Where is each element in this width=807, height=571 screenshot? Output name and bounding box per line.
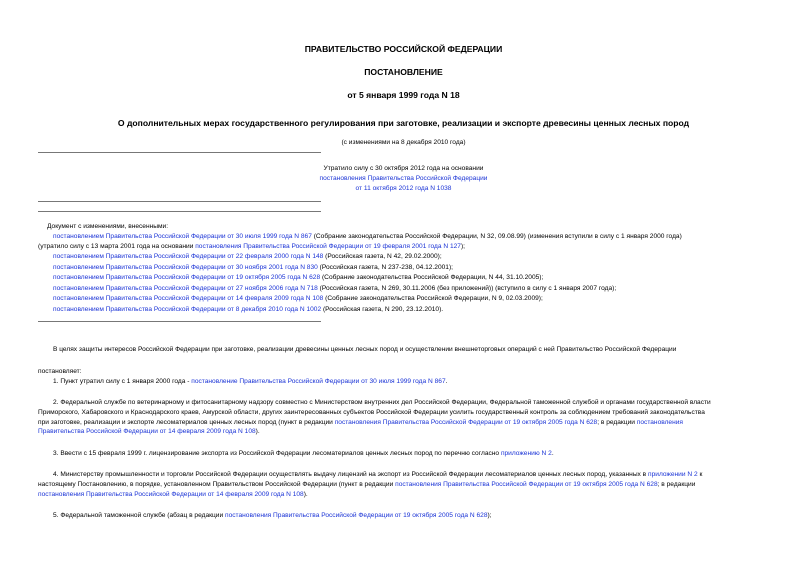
amendment-link[interactable]: постановлением Правительства Российской Федерации от 8 декабря 2010 года N 1002 xyxy=(53,306,322,313)
date-number-heading: от 5 января 1999 года N 18 xyxy=(347,90,460,100)
void-notice-text: Утратило силу с 30 октября 2012 года на основании xyxy=(323,165,484,172)
doc-type-heading: ПОСТАНОВЛЕНИЕ xyxy=(364,67,443,77)
amendments-intro: Документ с изменениями, внесенными: xyxy=(47,223,169,230)
paragraph-1: 1. Пункт утратил силу с 1 января 2000 года - постановление Правительства Российской Федерации от 30 июля 1999 года N 867. xyxy=(53,378,448,385)
paragraph-link[interactable]: постановления Правительства Российской Федерации от 19 октября 2005 года N 628 xyxy=(225,512,488,519)
void-notice-link[interactable]: постановления Правительства Российской Федерации xyxy=(319,175,488,182)
amendment-item: постановлением Правительства Российской Федерации от 14 февраля 2009 года N 108 (Собрание законодательства Российской Федерации, N 9, 02.03.2009); xyxy=(53,295,543,302)
paragraph-link[interactable]: постановления Правительства Российской Федерации от 19 октября 2005 года N 628 xyxy=(395,480,658,488)
amendment-date-note: (с изменениями на 8 декабря 2010 года) xyxy=(341,139,466,146)
paragraph-3: 3. Ввести с 15 февраля 1999 г. лицензирование экспорта из Российской Федерации лесоматериалов ценных лесных пород по перечню согласно приложению N 2. xyxy=(53,450,554,457)
amendment-item: постановлением Правительства Российской Федерации от 22 февраля 2000 года N 148 (Российская газета, N 42, 29.02.2000); xyxy=(53,253,442,260)
amendment-link[interactable]: постановлением Правительства Российской Федерации от 30 июля 1999 года N 867 xyxy=(53,233,312,240)
void-notice-link-date[interactable]: от 11 октября 2012 года N 1038 xyxy=(355,185,452,192)
divider xyxy=(38,211,321,212)
amendment-link[interactable]: постановления Правительства Российской Федерации от 19 февраля 2001 года N 127 xyxy=(195,243,461,250)
amendment-item: постановлением Правительства Российской Федерации от 8 декабря 2010 года N 1002 (Российская газета, N 290, 23.12.2010). xyxy=(53,306,444,313)
org-heading: ПРАВИТЕЛЬСТВО РОССИЙСКОЙ ФЕДЕРАЦИИ xyxy=(304,44,503,54)
paragraph-2: 2. Федеральной службе по ветеринарному и фитосанитарному надзору совместно с Министерством внутренних дел Российской Федерации, Федеральной таможенной службой и органами государственной власти Приморского, Хабаровского и Краснодарского краев, Амурской области, других заинтересованных субъектов Российской Федерации усилить государственный контроль за соблюдением требований законодательства при заготовке, реализации и экспорте лесоматериалов ценных лесных пород (пункт в редакции постановления Правительства Российской Федерации от 19 октября 2005 года N 628; в редакции постановления Правительства Российской Федерации от 14 февраля 2009 года N 108). xyxy=(38,399,711,436)
amendment-item: постановлением Правительства Российской Федерации от 19 октября 2005 года N 628 (Собрание законодательства Российской Федерации, N 44, 31.10.2005); xyxy=(53,274,544,281)
divider xyxy=(38,152,321,153)
paragraph-link[interactable]: Правительства Российской Федерации от 14 февраля 2009 года N 108 xyxy=(38,428,256,436)
paragraph-link[interactable]: постановления xyxy=(636,418,683,426)
appendix-link[interactable]: приложению N 2 xyxy=(500,450,552,457)
amendment-item: постановлением Правительства Российской Федерации от 27 ноября 2006 года N 718 (Российская газета, N 269, 30.11.2006 (без приложений)) (вступило в силу с 1 января 2007 года); xyxy=(53,285,617,292)
divider xyxy=(38,201,321,202)
amendment-item: (утратило силу с 13 марта 2001 года на основании постановления Правительства Российской Федерации от 19 февраля 2001 года N 127); xyxy=(38,243,465,250)
decrees-label: постановляет: xyxy=(38,368,82,375)
divider xyxy=(38,321,321,322)
paragraph-link[interactable]: постановления Правительства Российской Федерации от 14 февраля 2009 года N 108 xyxy=(38,490,304,498)
amendment-link[interactable]: постановлением Правительства Российской Федерации от 22 февраля 2000 года N 148 xyxy=(53,253,324,260)
appendix-link[interactable]: приложении N 2 xyxy=(648,471,698,478)
paragraph-4: 4. Министерству промышленности и торговли Российской Федерации осуществлять выдачу лицензий на экспорт из Российской Федерации лесоматериалов ценных лесных пород, указанных в приложении N 2 к настоящему Постановлению, в порядке, установленном Правительством Российской Федерации (пункт в редакции постановления Правительства Российской Федерации от 19 октября 2005 года N 628; в редакции постановления Правительства Российской Федерации от 14 февраля 2009 года N 108). xyxy=(38,471,703,498)
amendment-link[interactable]: постановлением Правительства Российской Федерации от 30 ноября 2001 года N 830 xyxy=(53,264,318,271)
document-title: О дополнительных мерах государственного регулирования при заготовке, реализации и экспорте древесины ценных лесных пород xyxy=(117,118,690,128)
paragraph-5: 5. Федеральной таможенной службе (абзац в редакции постановления Правительства Российской Федерации от 19 октября 2005 года N 628); xyxy=(53,512,492,519)
paragraph-link[interactable]: постановления Правительства Российской Федерации от 19 октября 2005 года N 628 xyxy=(334,418,598,426)
paragraph-link[interactable]: постановление Правительства Российской Федерации от 30 июля 1999 года N 867 xyxy=(191,378,446,385)
amendment-item: постановлением Правительства Российской Федерации от 30 июля 1999 года N 867 (Собрание законодательства Российской Федерации, N 32, 09.08.99) (изменения вступили в силу с 1 января 2000 года) xyxy=(53,233,682,240)
preamble: В целях защиты интересов Российской Федерации при заготовке, реализации древесины ценных лесных пород и осуществлении внешнеторговых операций с ней Правительство Российской Федерации xyxy=(53,346,677,353)
amendment-link[interactable]: постановлением Правительства Российской Федерации от 27 ноября 2006 года N 718 xyxy=(53,285,318,292)
amendment-item: постановлением Правительства Российской Федерации от 30 ноября 2001 года N 830 (Российская газета, N 237-238, 04.12.2001); xyxy=(53,264,453,271)
amendment-link[interactable]: постановлением Правительства Российской Федерации от 19 октября 2005 года N 628 xyxy=(53,274,321,281)
amendment-link[interactable]: постановлением Правительства Российской Федерации от 14 февраля 2009 года N 108 xyxy=(53,295,324,302)
